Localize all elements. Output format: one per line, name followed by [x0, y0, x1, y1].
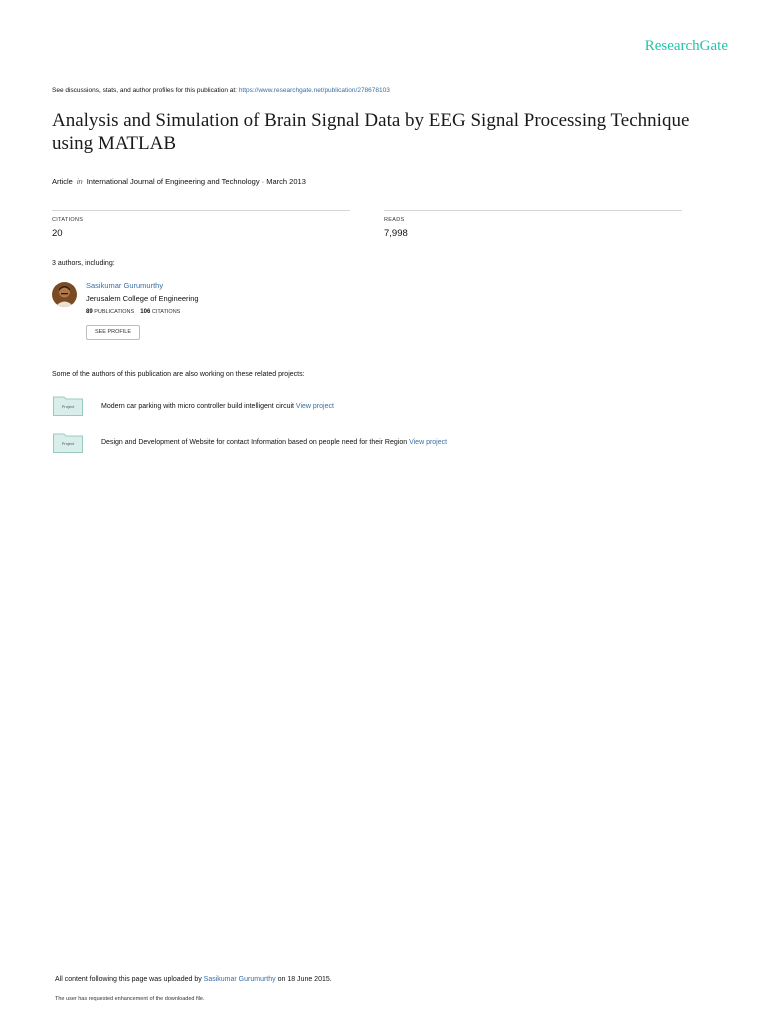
- in-word: in: [76, 177, 83, 186]
- publication-url-link[interactable]: https://www.researchgate.net/publication/278678103: [238, 87, 390, 94]
- upload-footer: [55, 976, 332, 983]
- citations-value: 20: [52, 228, 63, 239]
- publication-type: Article: [52, 177, 73, 186]
- discussion-line: [52, 87, 390, 94]
- author-citations-count: 106: [140, 309, 151, 315]
- discussion-prefix: See discussions, stats, and author profiles for this publication at:: [52, 87, 237, 94]
- author-institution: Jerusalem College of Engineering: [86, 294, 199, 303]
- author-publications-count: 89: [86, 309, 93, 315]
- upload-prefix: All content following this page was uploaded by: [55, 976, 202, 983]
- uploader-link[interactable]: Sasikumar Gurumurthy: [203, 976, 276, 983]
- reads-label: READS: [384, 217, 405, 223]
- project-tag: Project: [61, 404, 75, 409]
- citations-label: CITATIONS: [52, 217, 84, 223]
- view-project-link[interactable]: View project: [409, 439, 448, 446]
- enhancement-note: The user has requested enhancement of the downloaded file.: [55, 996, 205, 1002]
- author-citations-label: CITATIONS: [151, 309, 181, 315]
- author-avatar[interactable]: [52, 282, 77, 307]
- project-folder-icon: [53, 395, 83, 416]
- project-title: Design and Development of Website for contact Information based on people need for their Region: [101, 439, 408, 446]
- upload-date: on 18 June 2015.: [277, 976, 332, 983]
- project-title: Modern car parking with micro controller build intelligent circuit: [101, 403, 294, 410]
- related-project-item: [101, 439, 447, 446]
- project-folder-icon: [53, 432, 83, 453]
- author-publications-label: PUBLICATIONS: [94, 309, 135, 315]
- authors-heading: 3 authors, including:: [52, 260, 115, 267]
- related-projects-heading: Some of the authors of this publication are also working on these related projects:: [52, 371, 305, 378]
- publication-title: Analysis and Simulation of Brain Signal Data by EEG Signal Processing Technique using MATLAB: [52, 110, 690, 154]
- author-stats: [86, 309, 180, 315]
- see-profile-button[interactable]: SEE PROFILE: [86, 325, 140, 340]
- author-name-link[interactable]: Sasikumar Gurumurthy: [86, 281, 164, 290]
- publication-venue: International Journal of Engineering and Technology · March 2013: [86, 177, 306, 186]
- view-project-link[interactable]: View project: [295, 403, 334, 410]
- publication-meta: [52, 177, 306, 186]
- related-project-item: [101, 403, 334, 410]
- reads-divider: [384, 210, 682, 211]
- reads-value: 7,998: [384, 228, 408, 239]
- project-tag: Project: [61, 441, 75, 446]
- researchgate-logo[interactable]: ResearchGate: [644, 38, 728, 54]
- citations-divider: [52, 210, 350, 211]
